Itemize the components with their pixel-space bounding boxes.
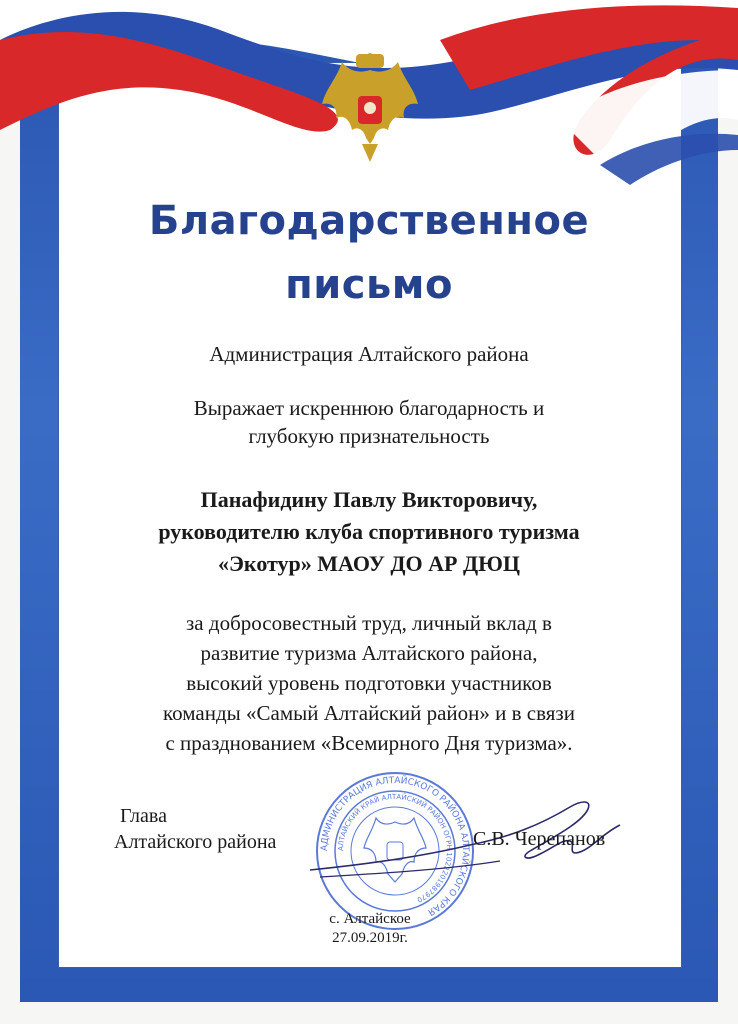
stamp-inner-text: АЛТАЙСКИЙ КРАЙ АЛТАЙСКИЙ РАЙОН ОГРН 1022201987970 [336, 792, 454, 904]
signatory-position-line-1: Глава [120, 805, 167, 827]
reason-line-3: высокий уровень подготовки участников [186, 671, 552, 695]
signatory-name: С.В. Черепанов [473, 828, 606, 850]
reason-line-5: с празднованием «Всемирного Дня туризма». [165, 731, 573, 755]
reason-line-4: команды «Самый Алтайский район» и в связи [163, 701, 575, 725]
stamp-outer-text: АДМИНИСТРАЦИЯ АЛТАЙСКОГО РАЙОНА АЛТАЙСКОГО КРАЯ [319, 775, 471, 917]
russian-coat-of-arms-icon [318, 52, 422, 164]
title-line-2: письмо [285, 262, 453, 308]
reason-line-1: за добросовестный труд, личный вклад в [186, 611, 552, 635]
signatory-position [114, 803, 276, 855]
expression-line-1: Выражает искреннюю благодарность и [193, 396, 545, 420]
title-line-1: Благодарственное [148, 198, 590, 244]
recipient-line-3: «Экотур» МАОУ ДО АР ДЮЦ [218, 551, 520, 576]
recipient-line-2: руководителю клуба спортивного туризма [158, 519, 580, 544]
place-text: с. Алтайское [329, 911, 411, 927]
recipient-line-1: Панафидину Павлу Викторовичу, [200, 487, 538, 512]
place-and-date [300, 910, 440, 948]
reason-line-2: развитие туризма Алтайского района, [200, 641, 538, 665]
expression-line-2: глубокую признательность [248, 424, 490, 448]
issuer-text: Администрация Алтайского района [209, 342, 529, 366]
date-text: 27.09.2019г. [332, 930, 408, 946]
signatory-position-line-2: Алтайского района [114, 831, 277, 853]
